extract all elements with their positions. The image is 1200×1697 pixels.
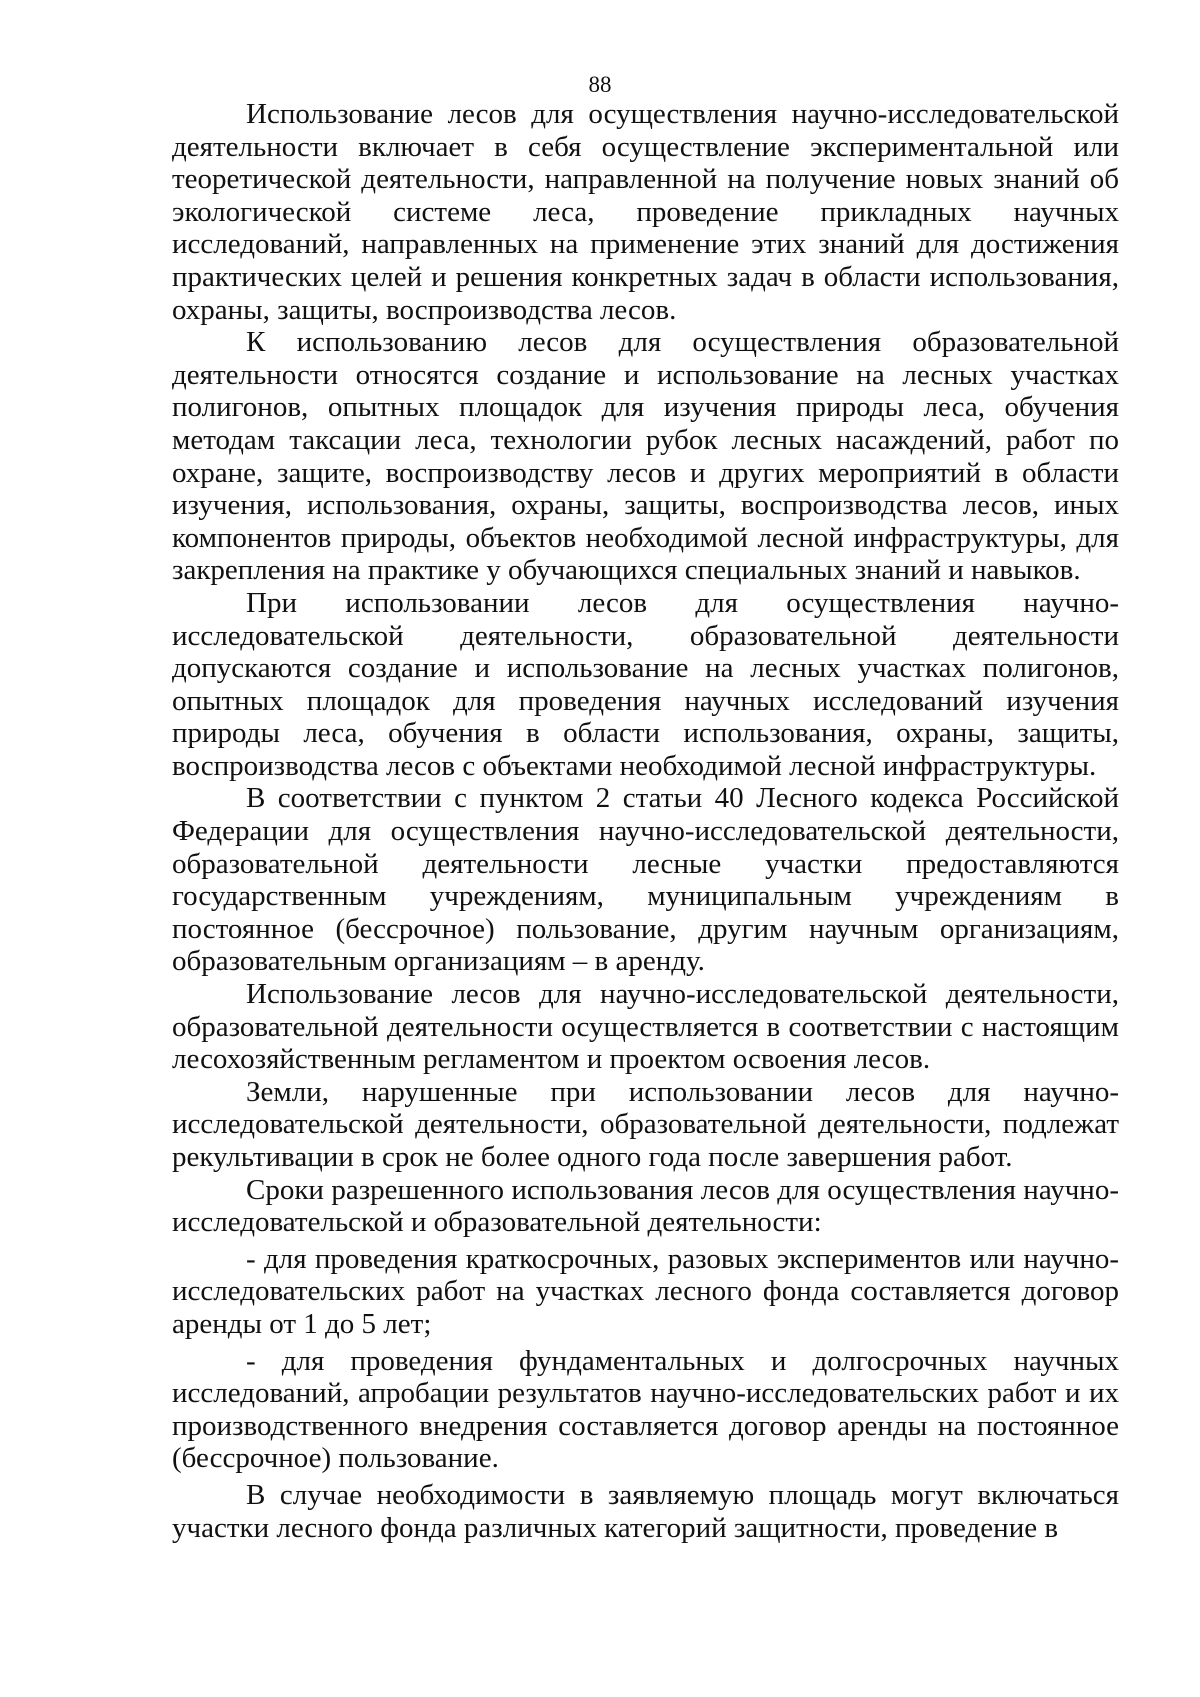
paragraph-land-recultivation: Земли, нарушенные при использовании лесов для научно-исследовательской деятельности, образовательной деятельности, подлежат рекультивации в срок не более одного года после завершения работ.	[172, 1075, 1119, 1173]
paragraph-polygons-allowed: При использовании лесов для осуществления научно-исследовательской деятельности, образовательной деятельности допускаются создание и использование на лесных участках полигонов, опытных площадок для проведения научных исследований изучения природы леса, обучения в области использования, охраны, защиты, воспроизводства лесов с объектами необходимой лесной инфраструктуры.	[172, 586, 1119, 782]
page-number: 88	[588, 72, 612, 97]
list-item-short-term: - для проведения краткосрочных, разовых экспериментов или научно-исследовательских работ на участках лесного фонда составляется договор аренды от 1 до 5 лет;	[172, 1242, 1119, 1340]
paragraph-protection-categories: В случае необходимости в заявляемую площадь могут включаться участки лесного фонда различных категорий защитности, проведение в	[172, 1478, 1119, 1544]
paragraph-permitted-terms: Сроки разрешенного использования лесов для осуществления научно-исследовательской и образовательной деятельности:	[172, 1173, 1119, 1239]
paragraph-research-use: Использование лесов для осуществления научно-исследовательской деятельности включает в себя осуществление экспериментальной или теоретической деятельности, направленной на получение новых знаний об экологической системе леса, проведение прикладных научных исследований, направленных на применение этих знаний для достижения практических целей и решения конкретных задач в области использования, охраны, защиты, воспроизводства лесов.	[172, 98, 1119, 326]
paragraph-article-40: В соответствии с пунктом 2 статьи 40 Лесного кодекса Российской Федерации для осуществления научно-исследовательской деятельности, образовательной деятельности лесные участки предоставляются государственным учреждениям, муниципальным учреждениям в постоянное (бессрочное) пользование, другим научным организациям, образовательным организациям – в аренду.	[172, 782, 1119, 978]
paragraph-regulation-compliance: Использование лесов для научно-исследовательской деятельности, образовательной деятельности осуществляется в соответствии с настоящим лесохозяйственным регламентом и проектом освоения лесов.	[172, 978, 1119, 1076]
paragraph-educational-use: К использованию лесов для осуществления образовательной деятельности относятся создание и использование на лесных участках полигонов, опытных площадок для изучения природы леса, обучения методам таксации леса, технологии рубок лесных насаждений, работ по охране, защите, воспроизводству лесов и других мероприятий в области изучения, использования, охраны, защиты, воспроизводства лесов, иных компонентов природы, объектов необходимой лесной инфраструктуры, для закрепления на практике у обучающихся специальных знаний и навыков.	[172, 326, 1119, 587]
document-body	[172, 98, 1119, 1544]
list-item-long-term: - для проведения фундаментальных и долгосрочных научных исследований, апробации результатов научно-исследовательских работ и их производственного внедрения составляется договор аренды на постоянное (бессрочное) пользование.	[172, 1344, 1119, 1475]
